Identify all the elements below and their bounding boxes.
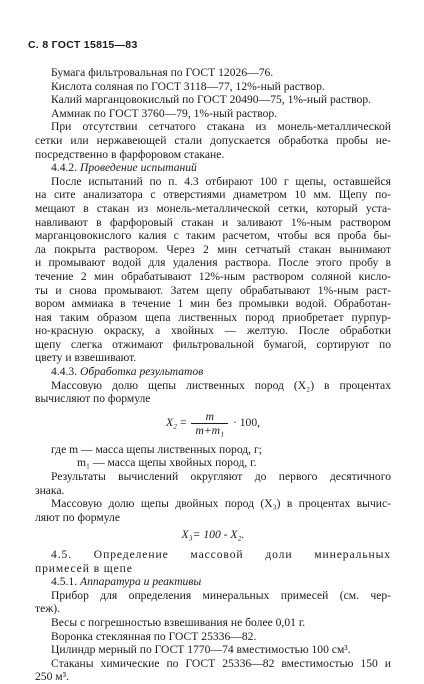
apparatus-list	[35, 589, 391, 684]
section-4-5-1-heading	[35, 575, 391, 589]
material-item: Калий марганцовокислый по ГОСТ 20490—75, 1%-ный раствор.	[51, 93, 372, 107]
text-line: навливают в фарфоровый стакан и заливают 1%-ным раствором	[35, 215, 391, 229]
apparatus-line: Прибор для определения минеральных примесей (см. чер-	[51, 588, 391, 602]
page-content	[35, 66, 391, 684]
section-4-4-3-heading	[35, 365, 391, 379]
heading-line: примесей в щепе	[35, 561, 133, 575]
materials-list	[35, 66, 391, 120]
text-line: знака.	[35, 483, 65, 497]
text-line: После испытаний по п. 4.3 отбирают 100 г щепы, оставшейся	[51, 174, 391, 188]
text-line: Массовую долю щепы двойных пород (X₃) в процентах вычис-	[51, 497, 391, 511]
section-title: Проведение испытаний	[80, 161, 197, 175]
section-number: 4.4.3.	[51, 365, 78, 379]
test-procedure-paragraph	[35, 175, 391, 365]
text-line: вором аммиака в течение 1 мин без промывки водой. Обработан-	[35, 297, 391, 311]
text-line: и промывают водой для удаления раствора. После этого пробу в	[35, 256, 391, 270]
mass-fraction-2-paragraph	[35, 497, 391, 524]
text-line: ная таким образом щепа лиственных пород приобретает пурпур-	[35, 310, 391, 324]
text-line: Результаты вычислений округляют до первого десятичного	[51, 470, 391, 484]
apparatus-line: Весы с погрешностью взвешивания не более 0,01 г.	[51, 615, 306, 629]
fraction-numerator: m	[191, 410, 228, 424]
formula-lhs: X₂	[165, 416, 178, 429]
material-item: Кислота соляная по ГОСТ 3118—77, 12%-ный раствор.	[51, 79, 325, 93]
section-number: 4.5.1.	[51, 575, 78, 589]
mass-fraction-paragraph	[35, 379, 391, 406]
section-title: Обработка результатов	[80, 365, 204, 379]
formula-expression: X₃= 100 - X₂.	[181, 528, 245, 542]
apparatus-line: Цилиндр мерный по ГОСТ 1770—74 вместимостью 100 см³.	[51, 643, 351, 657]
material-item: Аммиак по ГОСТ 3760—79, 1%-ный раствор.	[51, 106, 278, 120]
apparatus-line: Стаканы химические по ГОСТ 25336—82 вместимостью 150 и	[51, 656, 391, 670]
formula-x2	[35, 410, 391, 437]
fraction-denominator: m+m₁	[195, 423, 225, 437]
formula-fraction	[191, 410, 228, 437]
formula-tail: · 100,	[232, 416, 261, 429]
heading-line: 4.5. Определение массовой доли минеральных	[51, 548, 391, 561]
note-paragraph	[35, 120, 391, 161]
definition-line: m₁ — масса щепы хвойных пород, г.	[77, 456, 257, 470]
definition-line: где m — масса щепы лиственных пород, г;	[51, 442, 262, 456]
formula-definitions	[35, 443, 391, 470]
text-line: течение 2 мин обрабатывают 12%-ным раствором соляной кисло-	[35, 269, 391, 283]
section-title: Аппаратура и реактивы	[80, 575, 202, 589]
text-line: на сите анализатора с отверстиями диаметром 10 мм. Щепу по-	[35, 188, 391, 202]
text-line: щепу слегка отжимают фильтровальной бумагой, сортируют по	[35, 337, 391, 351]
text-line: вычисляют по формуле	[35, 392, 151, 406]
note-line: При отсутствии сетчатого стакана из монель-металлической	[51, 120, 391, 134]
formula-x3	[35, 528, 391, 542]
rounding-paragraph	[35, 470, 391, 497]
apparatus-line: теж).	[35, 602, 60, 616]
material-item: Бумага фильтровальная по ГОСТ 12026—76.	[51, 66, 274, 79]
text-line: ляют по формуле	[35, 510, 120, 524]
formula-equals: =	[180, 416, 187, 429]
apparatus-line: 250 м³.	[35, 670, 70, 684]
text-line: ты и снова промывают. Затем щепу обрабатывают 1%-ным раст-	[35, 283, 391, 297]
apparatus-line: Воронка стеклянная по ГОСТ 25336—82.	[51, 629, 257, 643]
note-line: сетки или нержавеющей стали допускается обработка пробы не-	[35, 133, 391, 147]
text-line: ла покрыта раствором. Через 2 мин сетчатый стакан вынимают	[35, 242, 391, 256]
text-line: Массовую долю щепы лиственных пород (X₂) в процентах	[51, 378, 391, 392]
page-header: С. 8 ГОСТ 15815—83	[28, 39, 138, 51]
section-4-5-heading	[35, 548, 391, 575]
section-4-4-2-heading	[35, 161, 391, 175]
section-number: 4.4.2.	[51, 161, 78, 175]
text-line: но-красную окраску, а хвойных — желтую. После обработки	[35, 324, 391, 338]
note-line: посредственно в фарфоровом стакане.	[35, 147, 225, 161]
text-line: мещают в стакан из монель-металлической сетки, который уста-	[35, 201, 391, 215]
text-line: цвету и взвешивают.	[35, 351, 137, 365]
text-line: марганцовокислого калия с таким расчетом, чтобы вся проба бы-	[35, 229, 391, 243]
